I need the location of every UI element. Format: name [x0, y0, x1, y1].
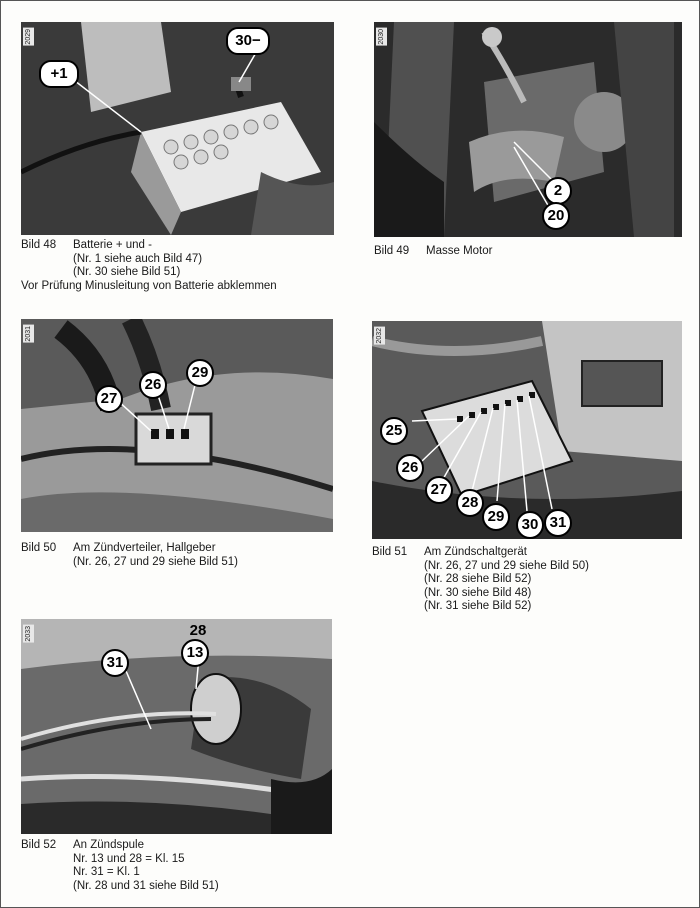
callout-30: 30 [516, 511, 544, 539]
figure-label: Bild 50 [21, 542, 57, 554]
photo-battery [21, 22, 334, 235]
caption-line: (Nr. 28 siehe Bild 52) [424, 573, 532, 585]
caption-line: (Nr. 1 siehe auch Bild 47) [73, 252, 203, 265]
caption-bild-48 [21, 239, 351, 293]
photo-hall-sender [21, 319, 333, 532]
caption-line: Nr. 31 = Kl. 1 [73, 866, 140, 878]
hall-sender-photo-graphic [21, 319, 333, 532]
callout-plus-1: +1 [39, 60, 79, 88]
caption-bild-52 [21, 839, 351, 893]
callout-13: 13 [181, 639, 209, 667]
photo-number: 2029 [25, 29, 32, 45]
callout-25: 25 [380, 417, 408, 445]
figure-label: Bild 48 [21, 239, 57, 251]
caption-line: (Nr. 31 siehe Bild 52) [424, 600, 532, 612]
photo-engine-ground [374, 22, 682, 237]
callout-28: 28 [456, 489, 484, 517]
figure-title: Batterie + und - [73, 239, 152, 251]
caption-bild-50 [21, 542, 351, 569]
photo-number: 2030 [378, 29, 385, 45]
caption-line: (Nr. 26, 27 und 29 siehe Bild 51) [73, 555, 238, 568]
callout-26: 26 [139, 371, 167, 399]
callout-20: 20 [542, 202, 570, 230]
caption-bild-51 [372, 546, 692, 614]
caption-line: (Nr. 26, 27 und 29 siehe Bild 50) [424, 559, 589, 572]
caption-bild-49 [374, 245, 684, 259]
engine-ground-photo-graphic [374, 22, 682, 237]
callout-29: 29 [186, 359, 214, 387]
callout-27: 27 [425, 476, 453, 504]
callout-30-minus: 30− [226, 27, 270, 55]
figure-title: Am Zündverteiler, Hallgeber [73, 542, 216, 554]
figure-title: Masse Motor [426, 245, 493, 257]
caption-line: (Nr. 30 siehe Bild 51) [73, 266, 181, 278]
figure-label: Bild 49 [374, 245, 410, 257]
caption-note: Vor Prüfung Minusleitung von Batterie abklemmen [21, 279, 277, 292]
photo-number: 2031 [25, 326, 32, 342]
callout-26: 26 [396, 454, 424, 482]
figure-label: Bild 52 [21, 839, 57, 851]
caption-line: (Nr. 30 siehe Bild 48) [424, 586, 532, 599]
photo-ignition-control-unit [372, 321, 682, 539]
caption-line: (Nr. 28 und 31 siehe Bild 51) [73, 879, 219, 892]
caption-line: Nr. 13 und 28 = Kl. 15 [73, 852, 185, 865]
battery-photo-graphic [21, 22, 334, 235]
callout-28: 28 [189, 622, 207, 639]
photo-number: 2033 [25, 626, 32, 642]
figure-title: Am Zündschaltgerät [424, 546, 527, 558]
callout-29: 29 [482, 503, 510, 531]
figure-label: Bild 51 [372, 546, 408, 558]
figure-title: An Zündspule [73, 839, 144, 851]
photo-number: 2032 [376, 328, 383, 344]
ignition-coil-photo-graphic [21, 619, 332, 834]
ignition-unit-photo-graphic [372, 321, 682, 539]
photo-ignition-coil [21, 619, 332, 834]
callout-2: 2 [544, 177, 572, 205]
callout-31: 31 [101, 649, 129, 677]
callout-27: 27 [95, 385, 123, 413]
callout-31: 31 [544, 509, 572, 537]
